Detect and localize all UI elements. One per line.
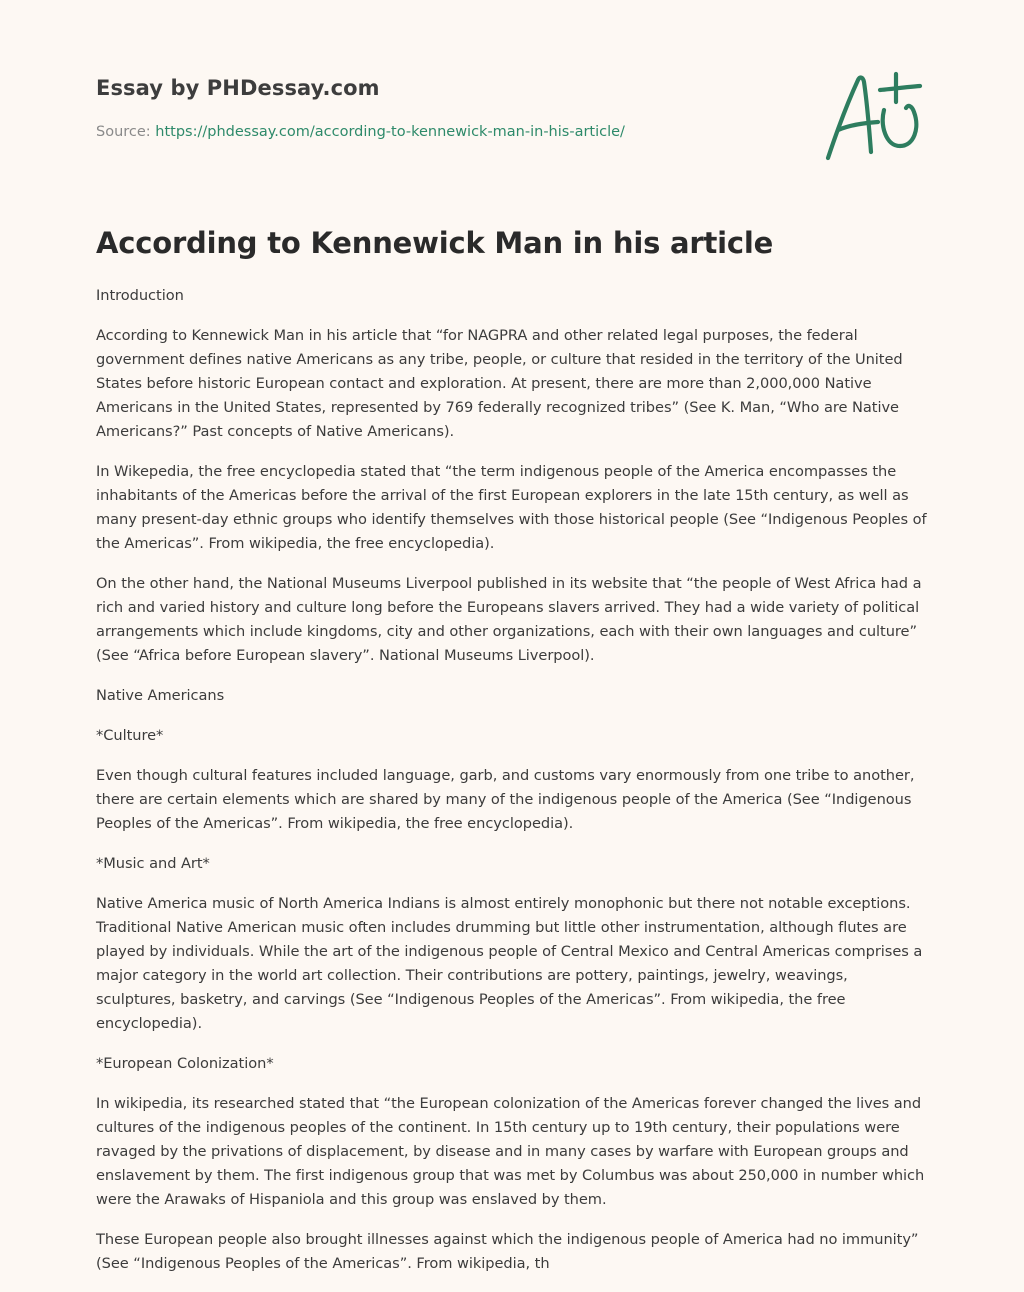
site-title: Essay by PHDessay.com (96, 76, 380, 100)
paragraph-introduction-heading: Introduction (96, 287, 184, 304)
essay-title: According to Kennewick Man in his article (96, 226, 774, 260)
source-line (96, 124, 625, 140)
a-plus-logo-icon (822, 68, 926, 164)
paragraph: Even though cultural features included language, garb, and customs vary enormously from one tribe to another, there are certain elements which are shared by many of the indigenous people of the America (See “Indigenous Peoples of the Americas”. From wikipedia, the free encyclopedia). (96, 767, 915, 832)
paragraph: On the other hand, the National Museums Liverpool published in its website that “the people of West Africa had a rich and varied history and culture long before the Europeans slavers arrived. They had a wide variety of political arrangements which include kingdoms, city and other organizations, each with their own languages and culture” (See “Africa before European slavery”. National Museums Liverpool). (96, 575, 922, 664)
paragraph: According to Kennewick Man in his article that “for NAGPRA and other related legal purposes, the federal government defines native Americans as any tribe, people, or culture that resided in the territory of the United States before historic European contact and exploration. At present, there are more than 2,000,000 Native Americans in the United States, represented by 769 federally recognized tribes” (See K. Man, “Who are Native Americans?” Past concepts of Native Americans). (96, 327, 903, 440)
paragraph: Native America music of North America Indians is almost entirely monophonic but there not notable exceptions. Traditional Native American music often includes drumming but little other instrumentation, although flutes are played by individuals. While the art of the indigenous people of Central Mexico and Central Americas comprises a major category in the world art collection. Their contributions are pottery, paintings, jewelry, weavings, sculptures, basketry, and carvings (See “Indigenous Peoples of the Americas”. From wikipedia, the free encyclopedia). (96, 895, 923, 1032)
paragraph: These European people also brought illnesses against which the indigenous people of America had no immunity” (See “Indigenous Peoples of the Americas”. From wikipedia, th (96, 1231, 919, 1272)
paragraph-native-americans-heading: Native Americans (96, 687, 225, 704)
paragraph-european-colonization-heading: *European Colonization* (96, 1055, 274, 1072)
paragraph-culture-heading: *Culture* (96, 727, 164, 744)
paragraph: In wikipedia, its researched stated that “the European colonization of the Americas forever changed the lives and cultures of the indigenous peoples of the continent. In 15th century up to 19th century, their populations were ravaged by the privations of displacement, by disease and in many cases by warfare with European groups and enslavement by them. The first indigenous group that was met by Columbus was about 250,000 in number which were the Arawaks of Hispaniola and this group was enslaved by them. (96, 1095, 925, 1208)
essay-body (96, 284, 931, 1292)
source-label: Source: (96, 124, 151, 140)
paragraph: In Wikepedia, the free encyclopedia stated that “the term indigenous people of the America encompasses the inhabitants of the Americas before the arrival of the first European explorers in the late 15th century, as well as many present-day ethnic groups who identify themselves with those historical people (See “Indigenous Peoples of the Americas”. From wikipedia, the free encyclopedia). (96, 463, 927, 552)
paragraph-music-art-heading: *Music and Art* (96, 855, 210, 872)
source-link[interactable]: https://phdessay.com/according-to-kennewick-man-in-his-article/ (155, 124, 625, 140)
